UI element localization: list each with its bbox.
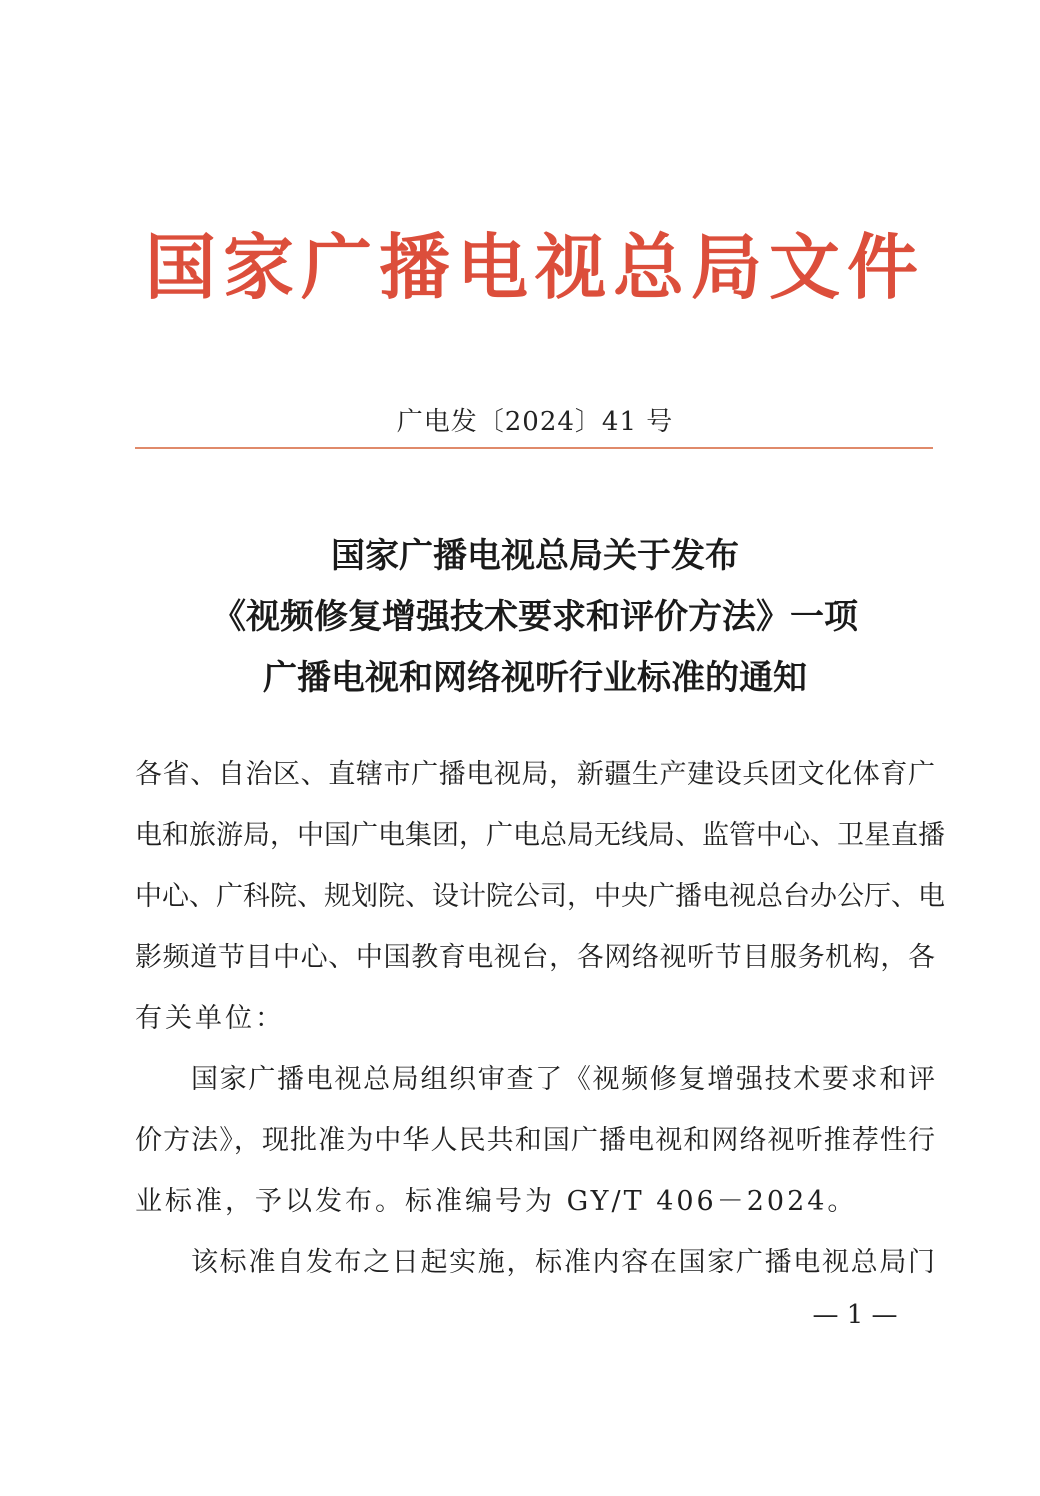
paragraph-approval (135, 1049, 935, 1232)
title-line-1: 国家广播电视总局关于发布 (331, 536, 739, 576)
addressee-line-5: 有关单位： (135, 1003, 285, 1034)
addressee-block (135, 744, 945, 1049)
addressee-line-3: 中心、广科院、规划院、设计院公司，中央广播电视总台办公厅、电 (135, 881, 945, 912)
document-body (135, 744, 945, 1293)
addressee-line-4: 影频道节目中心、中国教育电视台，各网络视听节目服务机构，各 (135, 942, 935, 973)
header-divider (135, 447, 933, 449)
title-line-3: 广播电视和网络视听行业标准的通知 (263, 658, 807, 698)
title-line-2: 《视频修复增强技术要求和评价方法》一项 (212, 597, 858, 637)
document-number: 广电发〔2024〕41 号 (396, 407, 674, 437)
addressee-line-1: 各省、自治区、直辖市广播电视局，新疆生产建设兵团文化体育广 (135, 759, 935, 790)
paragraph1-line-2: 价方法》，现批准为中华人民共和国广播电视和网络视听推荐性行 (135, 1125, 935, 1156)
paragraph2-line-1: 该标准自发布之日起实施，标准内容在国家广播电视总局门 (191, 1247, 935, 1278)
document-title (135, 526, 935, 709)
issuer-title: 国家广播电视总局文件 (144, 226, 925, 309)
paragraph1-line-3: 业标准，予以发布。标准编号为 GY/T 406－2024。 (135, 1186, 858, 1217)
paragraph-implementation (135, 1232, 935, 1293)
addressee-line-2: 电和旅游局，中国广电集团，广电总局无线局、监管中心、卫星直播 (135, 820, 945, 851)
paragraph1-line-1: 国家广播电视总局组织审查了《视频修复增强技术要求和评 (191, 1064, 935, 1095)
page-number: — 1 — (812, 1300, 898, 1330)
